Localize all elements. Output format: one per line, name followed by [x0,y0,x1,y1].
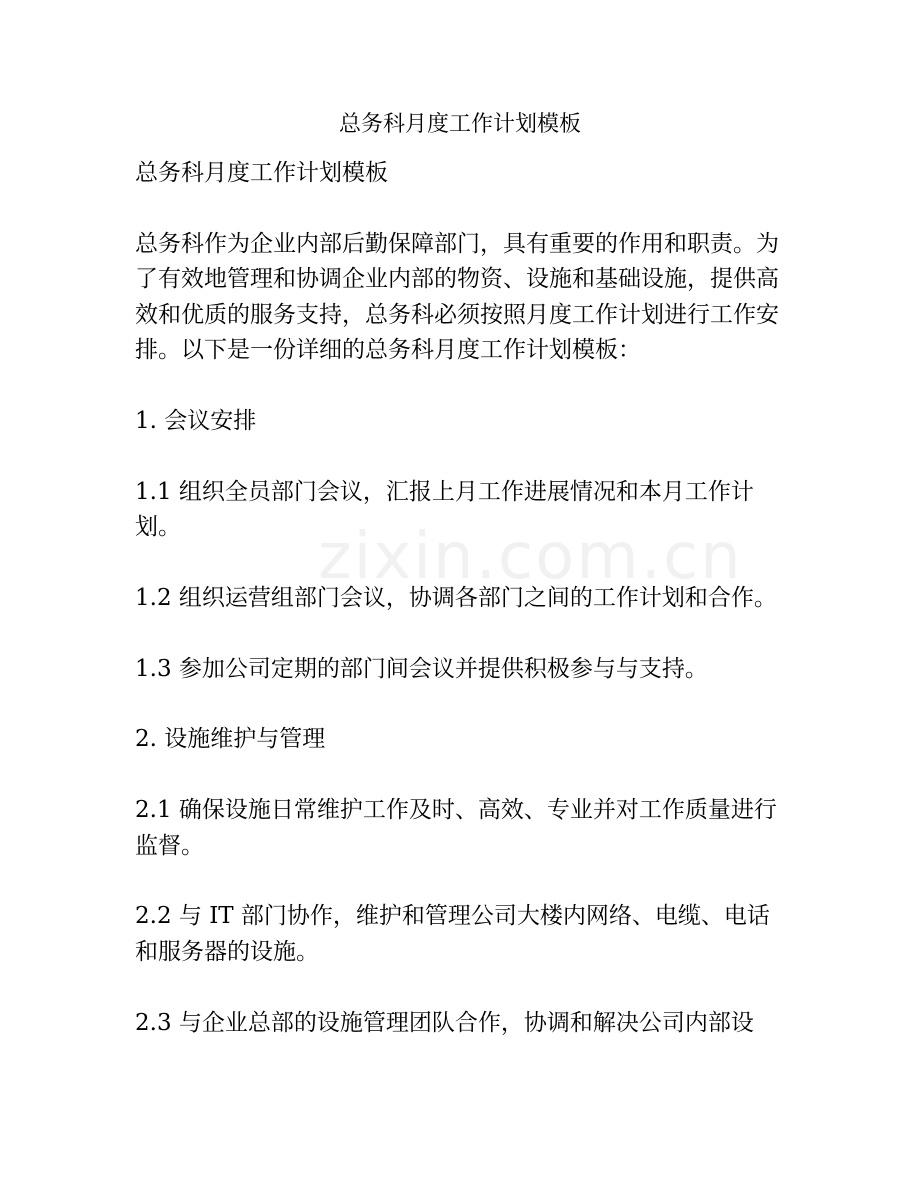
page-title: 总务科月度工作计划模板 [338,112,581,137]
section-item: 1.1 组织全员部门会议，汇报上月工作进展情况和本月工作计划。 [135,478,754,541]
intro-paragraph: 总务科作为企业内部后勤保障部门，具有重要的作用和职责。为了有效地管理和协调企业内部的物资、设施和基础设施，提供高效和优质的服务支持，总务科必须按照月度工作计划进行工作安排。以下是一份详细的总务科月度工作计划模板： [135,230,779,364]
section-heading: 1. 会议安排 [135,407,257,434]
section-item: 1.3 参加公司定期的部门间会议并提供积极参与与支持。 [135,655,708,682]
section-item: 1.2 组织运营组部门会议，协调各部门之间的工作计划和合作。 [135,584,777,611]
section-item: 2.3 与企业总部的设施管理团队合作，协调和解决公司内部设 [135,1009,754,1036]
section-heading: 2. 设施维护与管理 [135,726,326,753]
document-subtitle: 总务科月度工作计划模板 [135,160,388,186]
document-body [135,156,787,1076]
watermark-text: zixin.com.cn [318,520,743,594]
section-item: 2.1 确保设施日常维护工作及时、高效、专业并对工作质量进行监督。 [135,797,777,859]
section-item: 2.2 与 IT 部门协作，维护和管理公司大楼内网络、电缆、电话和服务器的设施。 [135,903,770,965]
